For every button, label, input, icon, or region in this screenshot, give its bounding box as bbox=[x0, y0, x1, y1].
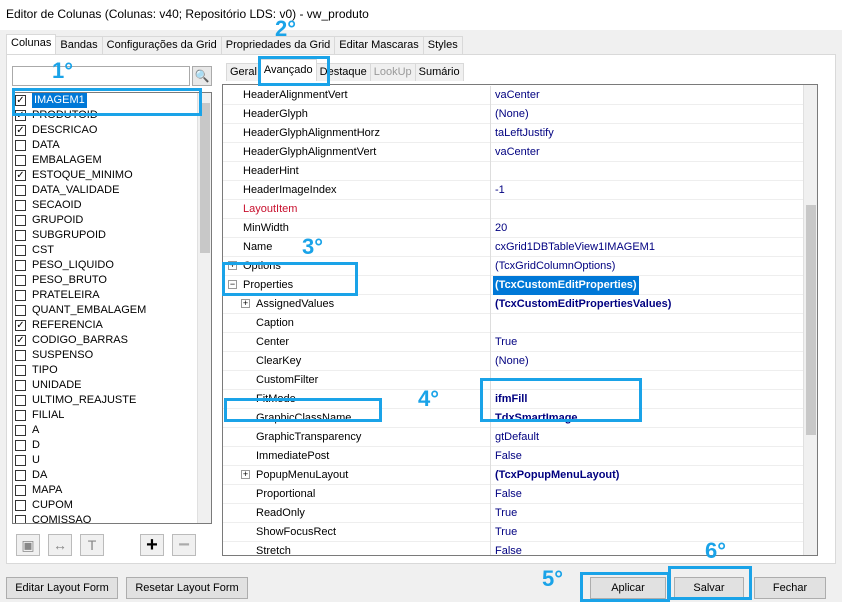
property-name: HeaderHint bbox=[223, 162, 491, 181]
column-item[interactable] bbox=[13, 513, 211, 524]
column-item[interactable] bbox=[13, 408, 211, 423]
column-item[interactable] bbox=[13, 198, 211, 213]
column-item[interactable] bbox=[13, 423, 211, 438]
search-button[interactable] bbox=[192, 66, 212, 86]
plus-icon[interactable]: + bbox=[140, 534, 164, 556]
column-item[interactable] bbox=[13, 483, 211, 498]
property-value[interactable]: 20 bbox=[495, 222, 508, 234]
main-tabs bbox=[6, 36, 462, 54]
tab-configuracoes-grid[interactable]: Configurações da Grid bbox=[102, 36, 222, 54]
column-checkbox[interactable] bbox=[15, 260, 26, 271]
property-value[interactable]: True bbox=[495, 526, 518, 538]
column-item[interactable] bbox=[13, 363, 211, 378]
property-name: Options bbox=[223, 257, 491, 276]
subtab-destaque[interactable]: Destaque bbox=[316, 63, 371, 81]
column-item[interactable] bbox=[13, 123, 211, 138]
expand-icon[interactable]: + bbox=[242, 469, 249, 479]
column-item[interactable] bbox=[13, 348, 211, 363]
property-name: HeaderGlyphAlignmentHorz bbox=[223, 124, 491, 143]
property-row[interactable] bbox=[223, 504, 805, 523]
column-label: U bbox=[32, 454, 40, 466]
property-value[interactable]: (TcxCustomEditPropertiesValues) bbox=[495, 298, 672, 310]
property-row[interactable] bbox=[223, 200, 805, 219]
annotation-box-4b bbox=[480, 378, 642, 422]
collapse-icon[interactable]: − bbox=[229, 279, 236, 289]
column-checkbox[interactable] bbox=[15, 380, 26, 391]
property-row[interactable] bbox=[223, 86, 805, 105]
tab-bandas[interactable]: Bandas bbox=[55, 36, 102, 54]
column-list-scrollbar[interactable] bbox=[197, 93, 211, 523]
property-value[interactable]: False bbox=[495, 488, 522, 500]
property-row[interactable] bbox=[223, 466, 805, 485]
annotation-box-3 bbox=[222, 262, 358, 296]
property-value[interactable]: cxGrid1DBTableView1IMAGEM1 bbox=[495, 241, 655, 253]
column-item[interactable] bbox=[13, 303, 211, 318]
column-item[interactable] bbox=[13, 393, 211, 408]
column-item[interactable] bbox=[13, 213, 211, 228]
column-checkbox[interactable] bbox=[15, 485, 26, 496]
property-row[interactable] bbox=[223, 124, 805, 143]
tab-colunas[interactable]: Colunas bbox=[6, 34, 56, 54]
property-name: Name bbox=[223, 238, 491, 257]
property-name: Caption bbox=[223, 314, 491, 333]
column-label: IMAGEM1 bbox=[34, 94, 85, 106]
property-row[interactable] bbox=[223, 352, 805, 371]
column-item[interactable] bbox=[13, 288, 211, 303]
column-label: PRATELEIRA bbox=[32, 289, 100, 301]
column-item[interactable] bbox=[13, 438, 211, 453]
property-name: HeaderAlignmentVert bbox=[223, 86, 491, 105]
column-checkbox[interactable] bbox=[15, 290, 26, 301]
column-label: REFERENCIA bbox=[32, 319, 103, 331]
column-label: SECAOID bbox=[32, 199, 82, 211]
property-value[interactable] bbox=[493, 314, 495, 333]
column-checkbox[interactable] bbox=[15, 500, 26, 511]
property-grid[interactable] bbox=[222, 84, 818, 556]
property-name: ImmediatePost bbox=[223, 447, 491, 466]
column-label: MAPA bbox=[32, 484, 63, 496]
tab-editar-mascaras[interactable]: Editar Mascaras bbox=[334, 36, 423, 54]
column-label: DATA bbox=[32, 139, 60, 151]
property-value[interactable]: True bbox=[495, 507, 518, 519]
expand-icon[interactable]: + bbox=[242, 298, 249, 308]
search-icon: 🔍 bbox=[194, 69, 210, 83]
column-checkbox[interactable] bbox=[15, 140, 26, 151]
column-checkbox[interactable] bbox=[15, 455, 26, 466]
tab-styles[interactable]: Styles bbox=[423, 36, 463, 54]
property-name: AssignedValues bbox=[223, 295, 491, 314]
property-row[interactable] bbox=[223, 428, 805, 447]
annotation-box-6 bbox=[668, 566, 752, 600]
annotation-box-5 bbox=[580, 572, 670, 602]
salvar-button[interactable]: Salvar bbox=[674, 577, 744, 599]
column-checkbox[interactable] bbox=[15, 275, 26, 286]
subtab-lookup[interactable]: LookUp bbox=[370, 63, 416, 81]
annotation-number-2: 2° bbox=[275, 16, 297, 41]
property-value[interactable] bbox=[493, 162, 495, 181]
column-label: CST bbox=[32, 244, 54, 256]
property-row[interactable] bbox=[223, 295, 805, 314]
property-name: CustomFilter bbox=[223, 371, 491, 390]
property-value[interactable]: taLeftJustify bbox=[495, 127, 554, 139]
column-label: SUBGRUPOID bbox=[32, 229, 106, 241]
column-checkbox[interactable] bbox=[15, 365, 26, 376]
column-item[interactable] bbox=[13, 498, 211, 513]
column-checkbox[interactable] bbox=[15, 350, 26, 361]
column-label: UNIDADE bbox=[32, 379, 82, 391]
column-checkbox[interactable]: ✓ bbox=[16, 335, 25, 346]
column-item[interactable] bbox=[13, 153, 211, 168]
column-checkbox[interactable] bbox=[15, 470, 26, 481]
property-name: ShowFocusRect bbox=[223, 523, 491, 542]
property-name: LayoutItem bbox=[223, 200, 491, 219]
property-value[interactable]: vaCenter bbox=[495, 146, 540, 158]
property-value[interactable]: gtDefault bbox=[495, 431, 540, 443]
column-label: TIPO bbox=[32, 364, 58, 376]
column-label: FILIAL bbox=[32, 409, 65, 421]
column-label: PESO_BRUTO bbox=[32, 274, 107, 286]
expand-icon[interactable]: + bbox=[229, 260, 236, 270]
property-row[interactable] bbox=[223, 314, 805, 333]
column-label: DESCRICAO bbox=[32, 124, 98, 136]
property-value[interactable] bbox=[493, 200, 495, 219]
column-label: DA bbox=[32, 469, 48, 481]
annotation-number-3: 3° bbox=[302, 234, 324, 259]
column-checkbox[interactable] bbox=[15, 395, 26, 406]
column-checkbox[interactable]: ✓ bbox=[16, 320, 25, 331]
column-checkbox[interactable] bbox=[15, 425, 26, 436]
subtab-sumario[interactable]: Sumário bbox=[415, 63, 464, 81]
column-label: ULTIMO_REAJUSTE bbox=[32, 394, 137, 406]
property-name: HeaderGlyphAlignmentVert bbox=[223, 143, 491, 162]
property-value[interactable]: False bbox=[495, 450, 522, 462]
property-name: HeaderImageIndex bbox=[223, 181, 491, 200]
column-item[interactable] bbox=[13, 228, 211, 243]
annotation-box-1 bbox=[12, 88, 202, 116]
column-checkbox[interactable] bbox=[15, 305, 26, 316]
column-item[interactable] bbox=[13, 183, 211, 198]
column-item[interactable] bbox=[13, 453, 211, 468]
column-checkbox[interactable] bbox=[15, 440, 26, 451]
property-value[interactable]: -1 bbox=[495, 184, 505, 196]
subtab-avancado[interactable]: Avançado bbox=[260, 59, 317, 81]
column-checkbox[interactable] bbox=[15, 230, 26, 241]
property-name: ReadOnly bbox=[223, 504, 491, 523]
column-item[interactable] bbox=[13, 168, 211, 183]
property-name: PopupMenuLayout bbox=[223, 466, 491, 485]
column-item[interactable] bbox=[13, 273, 211, 288]
property-name: FitMode bbox=[223, 390, 491, 409]
property-value[interactable]: (TcxCustomEditProperties) bbox=[493, 276, 639, 295]
property-value[interactable]: (TcxGridColumnOptions) bbox=[495, 260, 616, 272]
column-item[interactable] bbox=[13, 468, 211, 483]
column-checkbox[interactable] bbox=[15, 155, 26, 166]
property-name: MinWidth bbox=[223, 219, 491, 238]
column-label: SUSPENSO bbox=[32, 349, 94, 361]
column-item[interactable] bbox=[13, 138, 211, 153]
aplicar-button[interactable]: Aplicar bbox=[590, 577, 666, 599]
column-label: PESO_LIQUIDO bbox=[32, 259, 114, 271]
column-item[interactable] bbox=[13, 378, 211, 393]
annotation-box-4a bbox=[224, 398, 382, 422]
property-name: ClearKey bbox=[223, 352, 491, 371]
column-item[interactable] bbox=[13, 318, 211, 333]
property-name: Center bbox=[223, 333, 491, 352]
property-row[interactable] bbox=[223, 105, 805, 124]
column-checkbox[interactable]: ✓ bbox=[16, 170, 25, 181]
property-name: HeaderGlyph bbox=[223, 105, 491, 124]
annotation-box-2 bbox=[258, 56, 330, 86]
property-row[interactable] bbox=[223, 181, 805, 200]
column-label: ESTOQUE_MINIMO bbox=[32, 169, 133, 181]
tab-propriedades-grid[interactable]: Propriedades da Grid bbox=[221, 36, 336, 54]
property-value[interactable]: (None) bbox=[495, 108, 529, 120]
column-label: CUPOM bbox=[32, 499, 73, 511]
property-value[interactable]: ifmFill bbox=[495, 393, 528, 405]
text-icon[interactable]: T bbox=[80, 534, 104, 556]
property-name: Proportional bbox=[223, 485, 491, 504]
editar-layout-button[interactable]: Editar Layout Form bbox=[6, 577, 118, 599]
property-value[interactable]: TdxSmartImage bbox=[495, 412, 578, 424]
property-name: Properties bbox=[223, 276, 491, 295]
window-title: Editor de Colunas (Colunas: v40; Repositório LDS: v0) - vw_produto bbox=[0, 0, 842, 30]
column-label: QUANT_EMBALAGEM bbox=[32, 304, 147, 316]
property-name: GraphicTransparency bbox=[223, 428, 491, 447]
column-checkbox[interactable]: ✓ bbox=[16, 125, 25, 136]
annotation-number-5: 5° bbox=[542, 566, 564, 591]
property-row[interactable] bbox=[223, 485, 805, 504]
column-item[interactable] bbox=[13, 258, 211, 273]
fechar-button[interactable]: Fechar bbox=[754, 577, 826, 599]
column-item[interactable] bbox=[13, 333, 211, 348]
annotation-number-4: 4° bbox=[418, 386, 440, 411]
search-input[interactable] bbox=[12, 66, 190, 86]
column-label: EMBALAGEM bbox=[32, 154, 102, 166]
property-value[interactable]: True bbox=[495, 336, 518, 348]
property-name: GraphicClassName bbox=[223, 409, 491, 428]
property-name: Stretch bbox=[223, 542, 491, 556]
property-row[interactable] bbox=[223, 333, 805, 352]
annotation-number-1: 1° bbox=[52, 58, 74, 83]
column-checkbox[interactable] bbox=[15, 215, 26, 226]
annotation-number-6: 6° bbox=[705, 538, 727, 563]
column-checkbox[interactable] bbox=[15, 200, 26, 211]
column-checkbox[interactable] bbox=[15, 185, 26, 196]
property-row[interactable] bbox=[223, 447, 805, 466]
group-icon[interactable]: ▣ bbox=[16, 534, 40, 556]
property-value[interactable]: (None) bbox=[495, 355, 529, 367]
resize-icon[interactable]: ↔ bbox=[48, 534, 72, 556]
column-checkbox[interactable]: ✓ bbox=[16, 95, 25, 106]
property-row[interactable] bbox=[223, 143, 805, 162]
column-label: GRUPOID bbox=[32, 214, 84, 226]
resetar-layout-button[interactable]: Resetar Layout Form bbox=[126, 577, 248, 599]
column-list[interactable] bbox=[12, 92, 212, 524]
column-label: D bbox=[32, 439, 40, 451]
property-row[interactable] bbox=[223, 162, 805, 181]
column-checkbox[interactable] bbox=[15, 515, 26, 524]
column-label: CODIGO_BARRAS bbox=[32, 334, 128, 346]
column-label: A bbox=[32, 424, 40, 436]
column-checkbox[interactable]: ✓ bbox=[16, 110, 25, 121]
column-checkbox[interactable] bbox=[15, 410, 26, 421]
minus-icon[interactable]: − bbox=[172, 534, 196, 556]
property-value[interactable]: vaCenter bbox=[495, 89, 540, 101]
property-value[interactable]: False bbox=[495, 545, 522, 556]
column-actions bbox=[16, 534, 196, 556]
column-label: DATA_VALIDADE bbox=[32, 184, 120, 196]
column-checkbox[interactable] bbox=[15, 245, 26, 256]
column-label: COMISSAO bbox=[32, 514, 92, 524]
property-value[interactable]: (TcxPopupMenuLayout) bbox=[495, 469, 620, 481]
property-grid-scrollbar[interactable] bbox=[803, 85, 817, 555]
column-item[interactable] bbox=[13, 243, 211, 258]
subtab-geral[interactable]: Geral bbox=[226, 63, 261, 81]
column-label: PRODUTOID bbox=[32, 109, 98, 121]
